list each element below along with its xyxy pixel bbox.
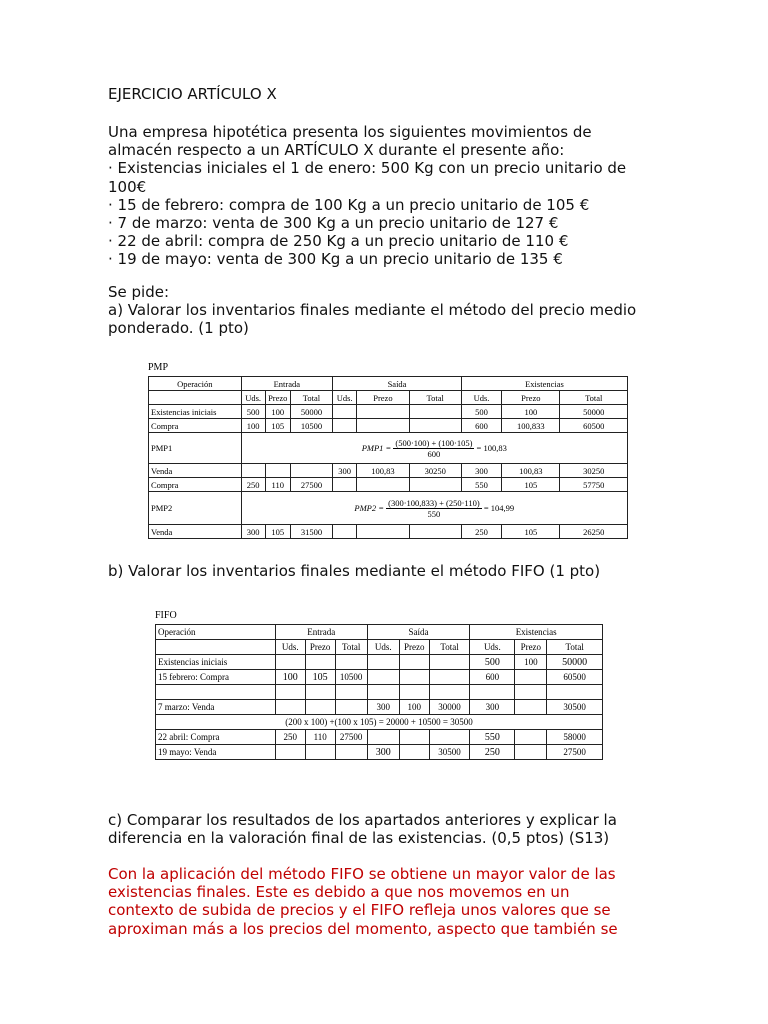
table-cell: 550 [470,730,515,745]
table-cell [399,730,429,745]
table-cell: 26250 [560,525,628,539]
header-prezo: Prezo [305,640,335,655]
table-cell: 105 [305,670,335,685]
table-cell: 30500 [547,700,603,715]
table-cell [547,685,603,700]
table-cell: 300 [461,464,501,478]
table-cell: 58000 [547,730,603,745]
table-cell [429,685,470,700]
table-cell [357,405,409,419]
header-total: Total [560,391,628,405]
table-cell [357,478,409,492]
table-cell: 100 [275,670,305,685]
pmp1-denominator: 600 [427,448,441,459]
table-cell: 105 [502,478,560,492]
header-uds: Uds. [333,391,357,405]
table-cell: 57750 [560,478,628,492]
table-cell: 105 [502,525,560,539]
pmp2-denominator: 550 [427,508,441,519]
table-row [149,464,628,478]
table-cell: 550 [461,478,501,492]
table-cell [515,730,547,745]
pmp1-result: = 100,83 [476,443,507,453]
intro-line: 100€ [108,177,147,196]
table-cell: 100,833 [502,419,560,433]
header-total: Total [547,640,603,655]
table-cell [333,419,357,433]
table-row [149,405,628,419]
table-cell [357,419,409,433]
table-cell: 30000 [429,700,470,715]
table-cell [367,730,399,745]
table-cell: 27500 [547,745,603,760]
answer-c-line: existencias finales. Este es debido a que nos movemos en un [108,883,570,902]
fifo-calc-note: (200 x 100) +(100 x 105) = 20000 + 10500 = 30500 [156,715,603,730]
table-cell: 110 [305,730,335,745]
table-cell: 30500 [429,745,470,760]
table-cell: 19 mayo: Venda [156,745,276,760]
table-cell [399,745,429,760]
table-header-row [149,377,628,391]
question-a-line: ponderado. (1 pto) [108,319,249,338]
table-cell: 27500 [335,730,367,745]
header-existencias: Existencias [461,377,627,391]
header-saida: Saída [333,377,462,391]
table-cell [241,464,265,478]
question-c-line: c) Comparar los resultados de los apartados anteriores y explicar la [108,811,617,829]
table-row [156,700,603,715]
table-cell: 10500 [290,419,332,433]
table-cell: 7 marzo: Venda [156,700,276,715]
table-row [149,419,628,433]
intro-line: · 19 de mayo: venta de 300 Kg a un precio unitario de 135 € [108,250,563,269]
table-row [156,655,603,670]
table-cell: 250 [241,478,265,492]
table-cell [305,745,335,760]
answer-c [108,865,668,938]
pmp2-numerator: (300·100,833) + (250·110) [388,497,480,508]
table-cell [305,655,335,670]
header-total: Total [290,391,332,405]
table-subheader-row [156,640,603,655]
table-cell [333,405,357,419]
table-cell [515,745,547,760]
table-cell: 50000 [560,405,628,419]
table-row [149,478,628,492]
header-saida: Saída [367,625,470,640]
table-cell [399,670,429,685]
table-cell: 105 [265,419,290,433]
table-row-spacer [156,685,603,700]
header-total: Total [335,640,367,655]
table-cell: 100 [265,405,290,419]
table-cell: 60500 [547,670,603,685]
fifo-table-label: FIFO [155,610,177,621]
header-existencias: Existencias [470,625,603,640]
intro-line: · Existencias iniciales el 1 de enero: 500 Kg con un precio unitario de [108,159,627,178]
table-cell: 30250 [560,464,628,478]
header-prezo: Prezo [357,391,409,405]
table-cell [409,405,461,419]
header-total: Total [409,391,461,405]
table-cell [156,685,276,700]
table-cell [429,730,470,745]
header-prezo: Prezo [515,640,547,655]
fifo-table [155,624,603,760]
table-cell [357,525,409,539]
table-cell [275,655,305,670]
header-uds: Uds. [367,640,399,655]
table-row [156,745,603,760]
pmp2-result: = 104,99 [483,503,515,513]
table-cell [470,685,515,700]
table-cell: 100 [502,405,560,419]
table-cell [333,478,357,492]
table-cell: 250 [470,745,515,760]
table-cell [275,745,305,760]
table-cell: 100 [241,419,265,433]
answer-c-line: Con la aplicación del método FIFO se obtiene un mayor valor de las [108,865,616,883]
intro-line: Una empresa hipotética presenta los siguientes movimientos de [108,123,592,141]
table-cell: 250 [275,730,305,745]
header-uds: Uds. [241,391,265,405]
table-row [156,670,603,685]
table-cell [333,525,357,539]
intro-line: · 22 de abril: compra de 250 Kg a un precio unitario de 110 € [108,232,569,251]
table-cell: 600 [461,419,501,433]
table-cell: 15 febrero: Compra [156,670,276,685]
header-entrada: Entrada [241,377,333,391]
pmp1-lhs: PMP1 = [361,443,392,453]
answer-c-line: aproximan más a los precios del momento, aspecto que también se [108,919,618,938]
intro-line: · 15 de febrero: compra de 100 Kg a un precio unitario de 105 € [108,195,590,214]
question-c [108,811,668,847]
pmp2-fraction [386,498,482,519]
question-a-line: Se pide: [108,283,170,301]
intro-paragraph [108,123,668,269]
header-uds: Uds. [275,640,305,655]
table-cell [335,745,367,760]
question-a-line: a) Valorar los inventarios finales mediante el método del precio medio [108,301,637,320]
table-cell [409,478,461,492]
pmp-table-figure [148,362,628,539]
table-cell: Venda [149,525,242,539]
table-cell: 300 [367,745,399,760]
header-operacion: Operación [156,625,276,640]
table-cell [335,655,367,670]
table-cell [275,700,305,715]
table-cell: 100,83 [502,464,560,478]
table-header-row [156,625,603,640]
header-entrada: Entrada [275,625,367,640]
answer-c-line: contexto de subida de precios y el FIFO refleja unos valores que se [108,901,611,920]
table-cell: 27500 [290,478,332,492]
pmp2-lhs: PMP2 = [354,503,384,513]
header-blank [156,640,276,655]
pmp2-label: PMP2 [149,492,242,525]
table-cell: 500 [241,405,265,419]
table-cell: 50000 [547,655,603,670]
table-cell [367,685,399,700]
table-cell: 10500 [335,670,367,685]
table-cell [305,685,335,700]
table-cell [367,670,399,685]
table-cell: Existencias iniciais [156,655,276,670]
header-uds: Uds. [470,640,515,655]
table-cell [429,655,470,670]
table-cell: Venda [149,464,242,478]
pmp2-formula-row [149,492,628,525]
table-cell: 22 abril: Compra [156,730,276,745]
table-cell: 110 [265,478,290,492]
table-row [149,525,628,539]
table-cell [290,464,332,478]
pmp1-numerator: (500·100) + (100·105) [395,437,473,448]
table-cell: 31500 [290,525,332,539]
header-prezo: Prezo [502,391,560,405]
pmp-table-label: PMP [148,362,169,373]
table-cell [367,655,399,670]
table-cell [515,670,547,685]
header-prezo: Prezo [265,391,290,405]
table-cell [409,419,461,433]
table-cell [515,685,547,700]
table-subheader-row [149,391,628,405]
pmp-table [148,376,628,539]
table-cell: 300 [470,700,515,715]
exercise-title: EJERCICIO ARTÍCULO X [108,85,277,103]
table-cell: 500 [461,405,501,419]
pmp1-formula-row [149,433,628,464]
intro-line: · 7 de marzo: venta de 300 Kg a un precio unitario de 127 € [108,214,559,233]
question-c-line: diferencia en la valoración final de las existencias. (0,5 ptos) (S13) [108,829,610,848]
header-prezo: Prezo [399,640,429,655]
table-cell: 600 [470,670,515,685]
table-cell [399,655,429,670]
table-cell [429,670,470,685]
fifo-table-figure [155,610,603,760]
table-cell: 50000 [290,405,332,419]
table-cell: Existencias iniciais [149,405,242,419]
table-cell [515,700,547,715]
table-cell: 300 [333,464,357,478]
table-row [156,730,603,745]
table-cell [335,685,367,700]
table-cell [335,700,367,715]
table-cell [265,464,290,478]
table-cell: 250 [461,525,501,539]
table-cell: 100,83 [357,464,409,478]
question-a [108,283,668,338]
table-cell: 100 [515,655,547,670]
header-operacion: Operación [149,377,242,391]
table-cell [409,525,461,539]
table-cell: 500 [470,655,515,670]
table-cell: 105 [265,525,290,539]
header-total: Total [429,640,470,655]
header-blank [149,391,242,405]
pmp2-formula [241,492,627,525]
table-cell [399,685,429,700]
table-cell: Compra [149,478,242,492]
pmp1-formula [241,433,627,464]
table-cell [305,700,335,715]
table-cell: 30250 [409,464,461,478]
fifo-calc-row [156,715,603,730]
header-uds: Uds. [461,391,501,405]
pmp1-fraction [393,438,474,459]
table-cell: 300 [241,525,265,539]
table-cell: 60500 [560,419,628,433]
table-cell: Compra [149,419,242,433]
table-cell [275,685,305,700]
question-b: b) Valorar los inventarios finales mediante el método FIFO (1 pto) [108,562,601,580]
table-cell: 300 [367,700,399,715]
table-cell: 100 [399,700,429,715]
intro-line: almacén respecto a un ARTÍCULO X durante el presente año: [108,141,565,160]
pmp1-label: PMP1 [149,433,242,464]
